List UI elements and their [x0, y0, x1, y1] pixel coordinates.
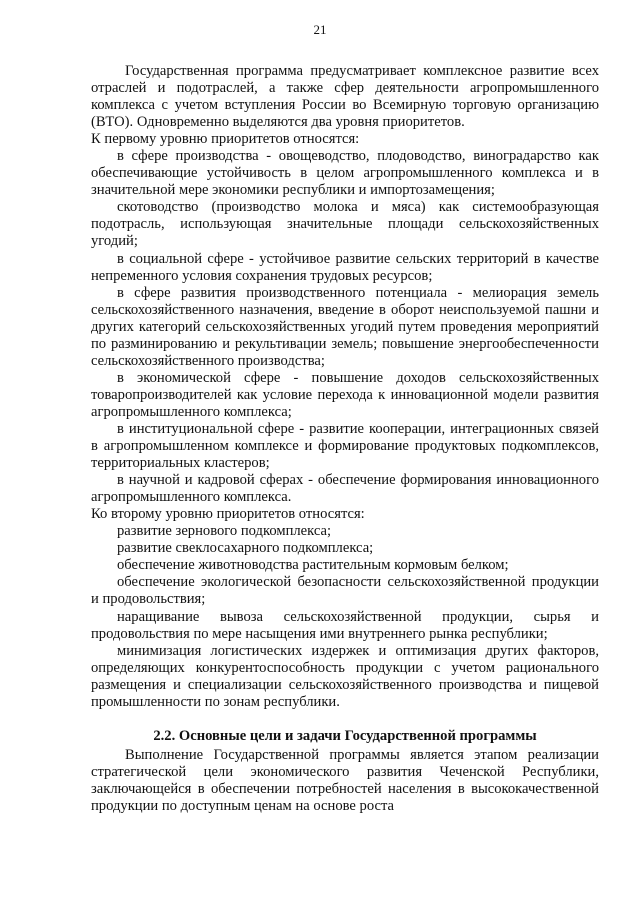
section-paragraph: Выполнение Государственной программы является этапом реализации стратегической цели экономического развития Чеченской Республики, заключающейся в обеспечении потребностей населения в высококачественной продукции по доступным ценам на основе роста [91, 746, 599, 814]
first-level-item: в институциональной сфере - развитие кооперации, интеграционных связей в агропромышленном комплексе и формирование продуктовых подкомплексов, территориальных кластеров; [91, 420, 599, 472]
second-level-item: наращивание вывоза сельскохозяйственной продукции, сырья и продовольствия по мере насыщения ими внутреннего рынка республики; [91, 608, 599, 642]
first-level-item: в сфере развития производственного потенциала - мелиорация земель сельскохозяйственного назначения, введение в оборот неиспользуемой пашни и других категорий сельскохозяйственных угодий путем проведения мероприятий по разминированию и рекультивации земель; повышение энергообеспеченности сельскохозяйственного производства; [91, 284, 599, 369]
document-body [91, 63, 599, 815]
second-level-heading: Ко второму уровню приоритетов относятся: [91, 506, 365, 523]
second-level-item: обеспечение экологической безопасности сельскохозяйственной продукции и продовольствия; [91, 574, 599, 608]
section-title: 2.2. Основные цели и задачи Государственной программы [153, 727, 537, 744]
first-level-item: в научной и кадровой сферах - обеспечение формирования инновационного агропромышленного комплекса. [91, 472, 599, 506]
page-number: 21 [313, 22, 327, 37]
second-level-item: развитие свеклосахарного подкомплекса; [117, 540, 374, 557]
first-level-item: скотоводство (производство молока и мяса) как системообразующая подотрасль, использующая значительные площади сельскохозяйственных угодий; [91, 199, 599, 250]
first-level-heading: К первому уровню приоритетов относятся: [91, 131, 360, 148]
second-level-item: минимизация логистических издержек и оптимизация других факторов, определяющих конкурентоспособность продукции с учетом рационального размещения и специализации сельскохозяйственного производства и пищевой промышленности по зонам республики. [91, 642, 599, 710]
first-level-item: в социальной сфере - устойчивое развитие сельских территорий в качестве непременного условия сохранения трудовых ресурсов; [91, 250, 599, 284]
first-level-item: в экономической сфере - повышение доходов сельскохозяйственных товаропроизводителей как условие перехода к инновационной модели развития агропромышленного комплекса; [91, 369, 599, 420]
second-level-item: обеспечение животноводства растительным кормовым белком; [117, 557, 509, 574]
intro-paragraph: Государственная программа предусматривает комплексное развитие всех отраслей и подотраслей, а также сфер деятельности агропромышленного комплекса с учетом вступления России во Всемирную торговую организацию (ВТО). Одновременно выделяются два уровня приоритетов. [91, 63, 599, 131]
second-level-item: развитие зернового подкомплекса; [117, 523, 332, 540]
first-level-item: в сфере производства - овощеводство, плодоводство, виноградарство как обеспечивающие устойчивость в целом агропромышленного комплекса и в значительной мере экономики республики и импортозамещения; [91, 148, 599, 199]
